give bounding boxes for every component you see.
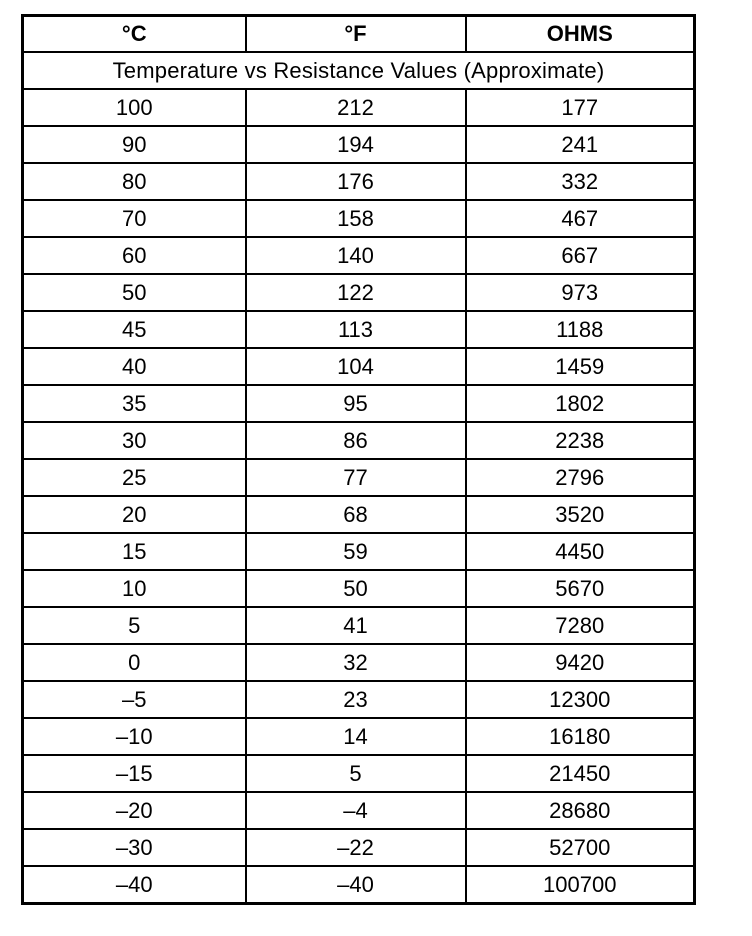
celsius-cell: –30 [23,829,246,866]
fahrenheit-cell: 50 [246,570,466,607]
table-row [23,755,695,792]
ohms-cell: 1459 [466,348,695,385]
table-caption-row [23,52,695,89]
ohms-cell: 7280 [466,607,695,644]
table-row [23,274,695,311]
celsius-cell: 50 [23,274,246,311]
celsius-cell: –20 [23,792,246,829]
ohms-cell: 2796 [466,459,695,496]
table-row [23,570,695,607]
celsius-cell: 5 [23,607,246,644]
ohms-cell: 1188 [466,311,695,348]
celsius-cell: –40 [23,866,246,904]
fahrenheit-cell: 5 [246,755,466,792]
fahrenheit-cell: 41 [246,607,466,644]
table-row [23,533,695,570]
ohms-cell: 28680 [466,792,695,829]
table-row [23,718,695,755]
fahrenheit-cell: –4 [246,792,466,829]
fahrenheit-cell: 68 [246,496,466,533]
fahrenheit-cell: –22 [246,829,466,866]
fahrenheit-cell: 104 [246,348,466,385]
celsius-cell: 30 [23,422,246,459]
table-row [23,200,695,237]
celsius-cell: 0 [23,644,246,681]
ohms-cell: 100700 [466,866,695,904]
celsius-cell: 20 [23,496,246,533]
table-row [23,163,695,200]
fahrenheit-cell: 23 [246,681,466,718]
table-row [23,866,695,904]
ohms-cell: 12300 [466,681,695,718]
ohms-cell: 973 [466,274,695,311]
fahrenheit-cell: 77 [246,459,466,496]
celsius-cell: 60 [23,237,246,274]
table-row [23,681,695,718]
fahrenheit-cell: 212 [246,89,466,126]
fahrenheit-cell: 122 [246,274,466,311]
table-row [23,348,695,385]
table-row [23,237,695,274]
ohms-cell: 2238 [466,422,695,459]
ohms-cell: 467 [466,200,695,237]
ohms-cell: 241 [466,126,695,163]
table-row [23,89,695,126]
celsius-cell: 100 [23,89,246,126]
ohms-cell: 9420 [466,644,695,681]
ohms-cell: 177 [466,89,695,126]
celsius-cell: 70 [23,200,246,237]
ohms-cell: 16180 [466,718,695,755]
fahrenheit-cell: 59 [246,533,466,570]
table-row [23,385,695,422]
table-row [23,644,695,681]
fahrenheit-cell: 158 [246,200,466,237]
fahrenheit-cell: 113 [246,311,466,348]
celsius-cell: 45 [23,311,246,348]
celsius-cell: 15 [23,533,246,570]
fahrenheit-cell: 95 [246,385,466,422]
ohms-cell: 332 [466,163,695,200]
fahrenheit-cell: 140 [246,237,466,274]
fahrenheit-cell: 194 [246,126,466,163]
celsius-cell: 40 [23,348,246,385]
header-ohms: OHMS [466,16,695,53]
fahrenheit-cell: 32 [246,644,466,681]
table-caption: Temperature vs Resistance Values (Approximate) [23,52,695,89]
ohms-cell: 3520 [466,496,695,533]
celsius-cell: 90 [23,126,246,163]
table-row [23,126,695,163]
celsius-cell: –15 [23,755,246,792]
table-row [23,496,695,533]
fahrenheit-cell: –40 [246,866,466,904]
celsius-cell: 25 [23,459,246,496]
table-row [23,829,695,866]
celsius-cell: –10 [23,718,246,755]
table-row [23,422,695,459]
table-header [23,16,695,53]
celsius-cell: 80 [23,163,246,200]
ohms-cell: 1802 [466,385,695,422]
table-row [23,311,695,348]
celsius-cell: 10 [23,570,246,607]
fahrenheit-cell: 176 [246,163,466,200]
ohms-cell: 21450 [466,755,695,792]
fahrenheit-cell: 14 [246,718,466,755]
header-celsius: °C [23,16,246,53]
fahrenheit-cell: 86 [246,422,466,459]
header-fahrenheit: °F [246,16,466,53]
temperature-resistance-table [21,14,696,905]
table-row [23,607,695,644]
table-row [23,792,695,829]
table-row [23,459,695,496]
ohms-cell: 4450 [466,533,695,570]
celsius-cell: –5 [23,681,246,718]
ohms-cell: 667 [466,237,695,274]
header-row [23,16,695,53]
ohms-cell: 52700 [466,829,695,866]
ohms-cell: 5670 [466,570,695,607]
table-body [23,52,695,904]
celsius-cell: 35 [23,385,246,422]
